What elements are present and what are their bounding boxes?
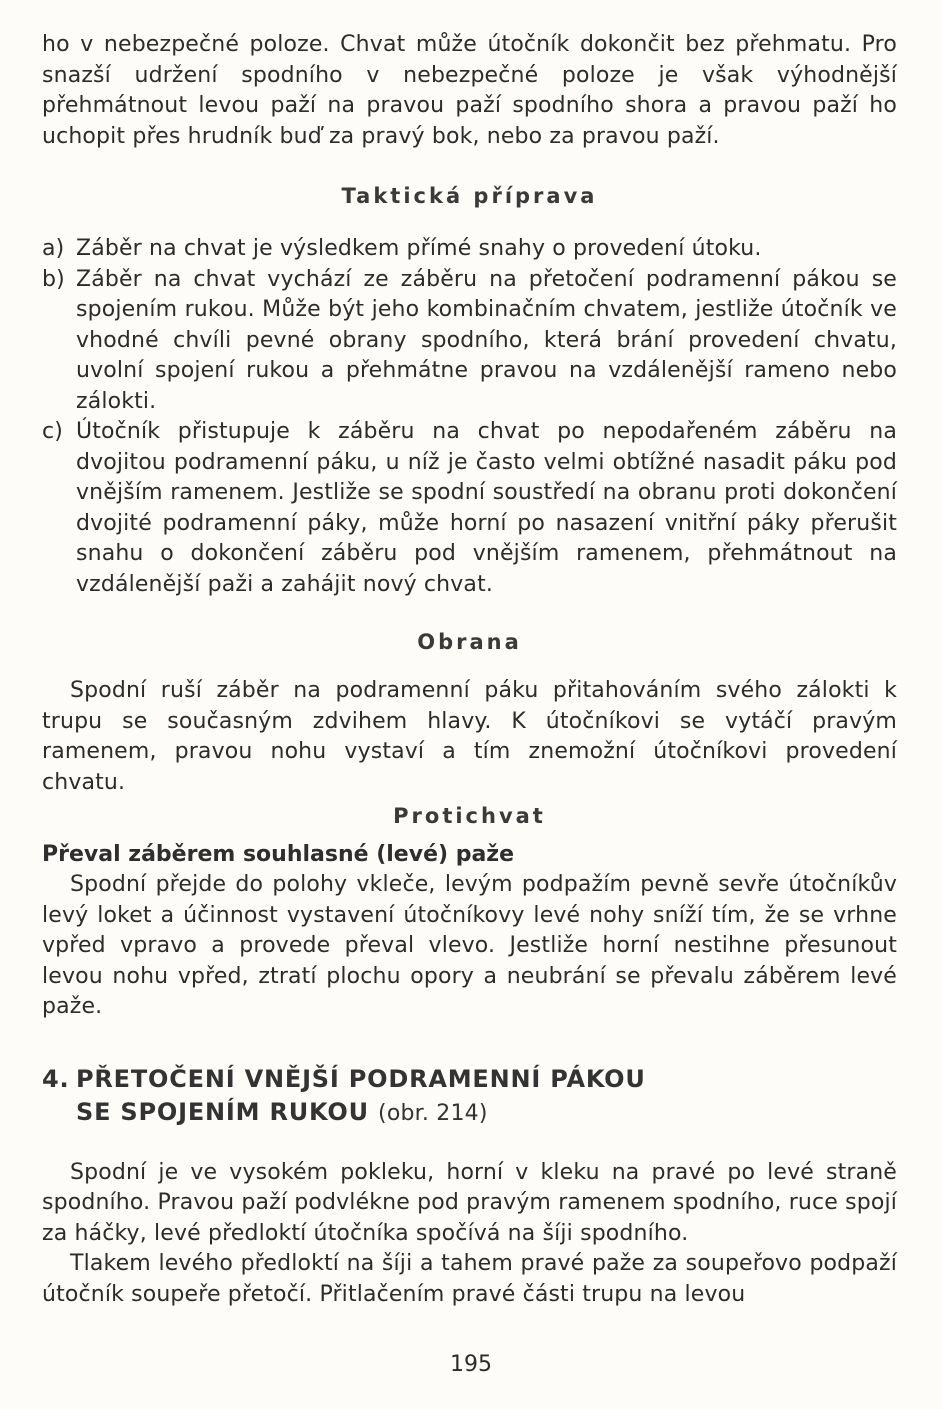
list-item	[42, 234, 897, 265]
intro-paragraph: ho v nebezpečné poloze. Chvat může útočník dokončit bez přehmatu. Pro snazší udržení spodního v nebezpečné poloze je však výhodnější přehmátnout levou paží na pravou paží spodního shora a pravou paží ho uchopit přes hrudník buď za pravý bok, nebo za pravou paží.	[42, 32, 897, 149]
list-marker: a)	[42, 236, 65, 261]
chapter-paragraph: Tlakem levého předloktí na šíji a tahem pravé paže za soupeřovo podpaží útočník soupeře přetočí. Přitlačením pravé části trupu na levou	[42, 1251, 897, 1307]
chapter-title-line2: SE SPOJENÍM RUKOU	[76, 1097, 369, 1126]
list-item-text: Útočník přistupuje k záběru na chvat po nepodařeném záběru na dvojitou podramenní páku, u níž je často velmi obtížné nasadit páku pod vnějším ramenem. Jestliže se spodní soustředí na obranu proti dokončení dvojité podramenní páky, může horní po nasazení vnitřní páky přerušit snahu o dokončení záběru pod vnějším ramenem, přehmátnout na vzdálenější paži a zahájit nový chvat.	[76, 419, 897, 597]
counter-subheading: Převal záběrem souhlasné (levé) paže	[42, 842, 515, 867]
page-number: 195	[450, 1352, 492, 1377]
tactical-heading: Taktická příprava	[341, 184, 598, 208]
list-item	[42, 417, 897, 600]
chapter-paragraph: Spodní je ve vysokém pokleku, horní v kleku na pravé po levé straně spodního. Pravou paží podvlékne pod pravým ramenem spodního, ruce spojí za háčky, levé předloktí útočníka spočívá na šíji spodního.	[42, 1159, 897, 1246]
chapter-heading	[42, 1063, 897, 1130]
chapter-title-line1: PŘETOČENÍ VNĚJŠÍ PODRAMENNÍ PÁKOU	[76, 1064, 646, 1093]
defense-heading: Obrana	[417, 630, 522, 654]
tactical-list	[42, 234, 897, 600]
counter-paragraph: Spodní přejde do polohy vkleče, levým podpažím pevně sevře útočníkův levý loket a účinnost vystavení útočníkovy levé nohy sníží tím, že se vrhne vpřed vpravo a provede převal vlevo. Jestliže horní nestihne přesunout levou nohu vpřed, ztratí plochu opory a neubrání se převalu záběrem levé paže.	[42, 872, 897, 1019]
defense-paragraph: Spodní ruší záběr na podramenní páku přitahováním svého zálokti k trupu se současným zdvihem hlavy. K útočníkovi se vytáčí pravým ramenem, pravou nohu vystaví a tím znemožní útočníkovi provedení chvatu.	[42, 678, 897, 795]
counter-heading: Protichvat	[393, 804, 546, 828]
list-marker: b)	[42, 266, 65, 292]
figure-reference: (obr. 214)	[378, 1100, 488, 1126]
list-marker: c)	[42, 419, 63, 444]
list-item-text: Záběr na chvat vychází ze záběru na přetočení podramenní pákou se spojením rukou. Může být jeho kombinačním chvatem, jestliže útočník ve vhodné chvíli pevné obrany spodního, která brání provedení chvatu, uvolní spojení rukou a přehmátne pravou na vzdálenější rameno nebo zálokti.	[76, 266, 897, 414]
page-content	[42, 30, 897, 1310]
list-item	[42, 265, 897, 418]
list-item-text: Záběr na chvat je výsledkem přímé snahy o provedení útoku.	[76, 236, 762, 261]
chapter-number: 4.	[42, 1064, 70, 1093]
